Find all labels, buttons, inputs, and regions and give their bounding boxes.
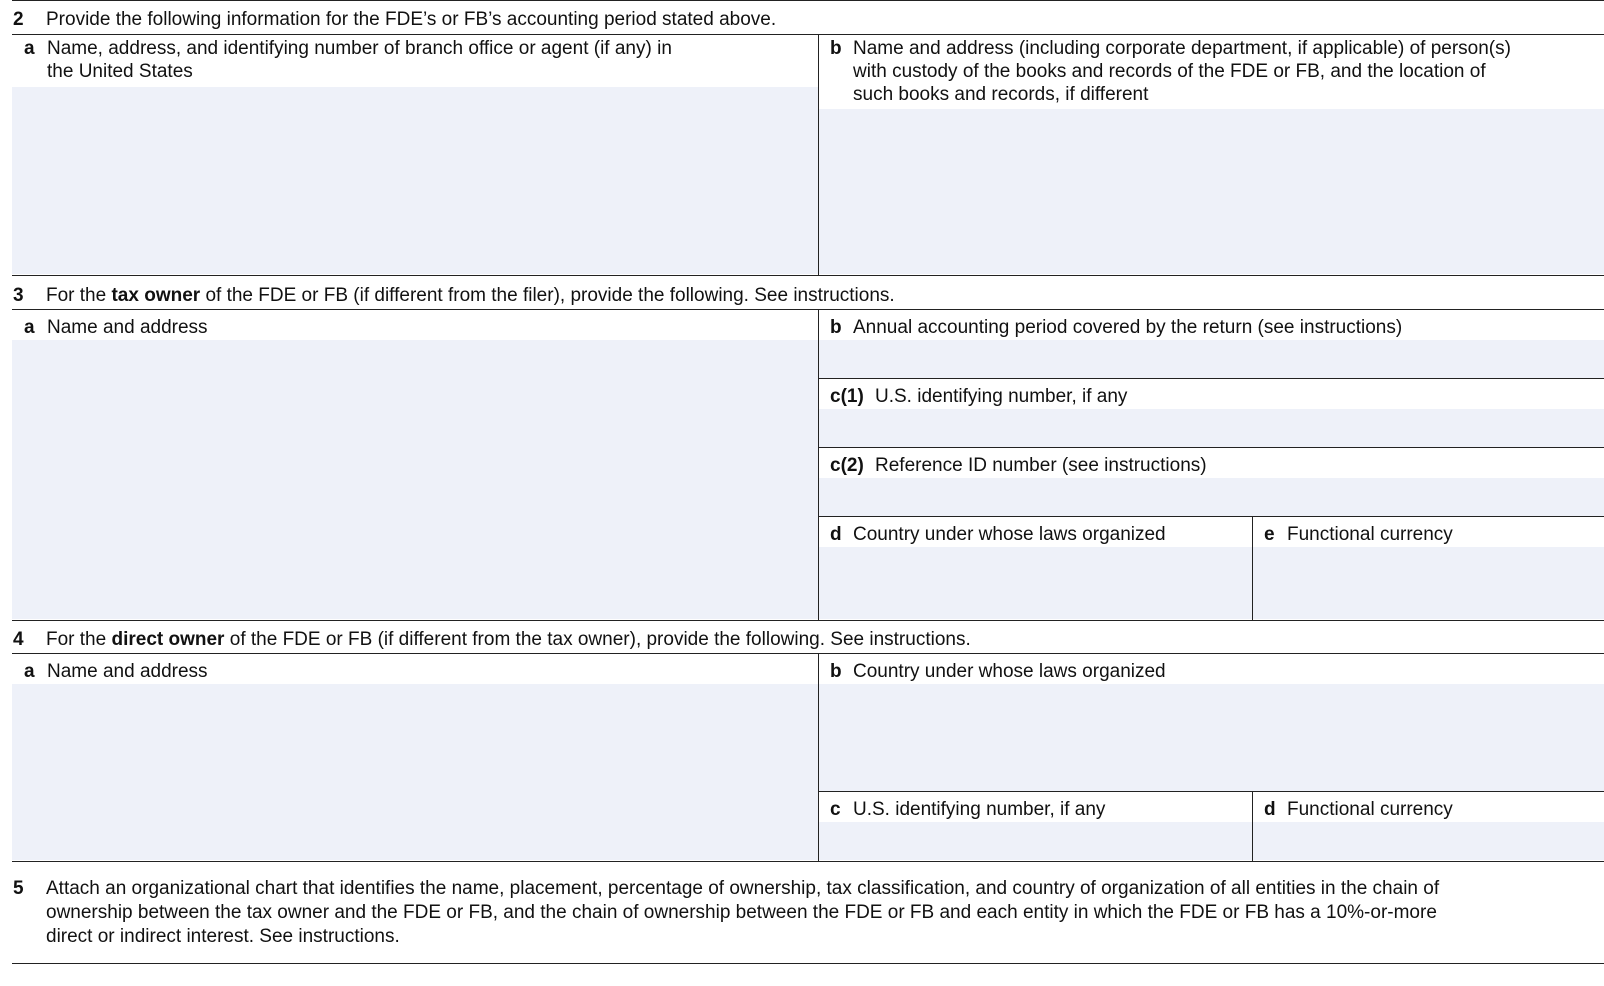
line-3a-input[interactable] [12,340,818,619]
line-4d-input[interactable] [1253,822,1604,860]
line-4a-input[interactable] [12,684,818,860]
line-5-text-1: Attach an organizational chart that identifies the name, placement, percentage of ownership, tax classification, and country of organization of all entities in the chain of [46,878,1440,899]
divider [12,309,1604,310]
line-4a-label [24,660,208,683]
line-2b-text-1: Name and address (including corporate department, if applicable) of person(s) [853,38,1511,59]
line-2b-letter: b [830,38,842,59]
line-3c2-letter: c(2) [830,455,864,476]
line-2b-input[interactable] [819,109,1604,274]
line-3a-text: Name and address [47,317,208,338]
line-3-text-pre: For the [46,285,112,306]
divider [12,653,1604,654]
line-3d-text: Country under whose laws organized [853,524,1166,545]
line-2a-letter: a [24,38,35,59]
line-4d-label [1264,798,1453,821]
line-3b-letter: b [830,317,842,338]
line-2-text: Provide the following information for the FDE’s or FB’s accounting period stated above. [46,9,777,30]
line-2a-text-2: the United States [47,61,193,82]
line-3c1-text: U.S. identifying number, if any [875,386,1128,407]
line-4d-text: Functional currency [1287,799,1453,820]
line-4c-input[interactable] [819,822,1252,860]
line-3e-label [1264,523,1453,546]
line-3b-input[interactable] [819,340,1604,378]
line-3b-text: Annual accounting period covered by the return (see instructions) [853,317,1403,338]
line-5-number: 5 [13,878,24,899]
line-2-header [13,8,776,31]
line-3e-input[interactable] [1253,547,1604,619]
line-2b-text-2: with custody of the books and records of the FDE or FB, and the location of [853,61,1486,82]
line-4-header [13,628,971,651]
line-2b-label [830,37,1511,60]
line-3b-label [830,316,1402,339]
line-4-text-bold: direct owner [111,629,225,650]
divider [818,791,1604,792]
divider [12,861,1604,862]
line-4c-label [830,798,1105,821]
line-5-text-3: direct or indirect interest. See instructions. [46,926,400,947]
divider [12,0,1604,1]
line-4b-input[interactable] [819,684,1604,791]
line-3d-input[interactable] [819,547,1252,619]
line-3c2-input[interactable] [819,478,1604,516]
line-3-text-bold: tax owner [111,285,201,306]
divider [12,620,1604,621]
line-3c1-label [830,385,1127,408]
divider [12,963,1604,964]
line-3c1-letter: c(1) [830,386,864,407]
line-3e-letter: e [1264,524,1275,545]
line-4b-letter: b [830,661,842,682]
line-5-header [13,877,1439,900]
line-3c2-label [830,454,1207,477]
line-3-text-post: of the FDE or FB (if different from the filer), provide the following. See instructions. [200,285,895,306]
line-4b-text: Country under whose laws organized [853,661,1166,682]
line-5-text-2: ownership between the tax owner and the FDE or FB, and the chain of ownership between the FDE or FB and each entity in which the FDE or FB has a 10%-or-more [46,902,1437,923]
divider [12,275,1604,276]
line-4-text-pre: For the [46,629,112,650]
line-3c1-input[interactable] [819,409,1604,447]
line-3a-label [24,316,208,339]
line-4-number: 4 [13,629,24,650]
line-3d-letter: d [830,524,842,545]
line-3-header [13,284,895,307]
line-3d-label [830,523,1166,546]
line-2-number: 2 [13,9,24,30]
line-2a-label [24,37,672,60]
line-4b-label [830,660,1166,683]
line-3e-text: Functional currency [1287,524,1453,545]
line-2b-text-3: such books and records, if different [853,84,1149,105]
line-4d-letter: d [1264,799,1276,820]
divider [12,34,1604,35]
line-4a-text: Name and address [47,661,208,682]
line-3c2-text: Reference ID number (see instructions) [875,455,1207,476]
line-2a-input[interactable] [12,87,818,274]
line-4-text-post: of the FDE or FB (if different from the tax owner), provide the following. See instructions. [224,629,971,650]
divider [818,378,1604,379]
line-4a-letter: a [24,661,35,682]
line-3a-letter: a [24,317,35,338]
line-2a-text-1: Name, address, and identifying number of branch office or agent (if any) in [47,38,672,59]
line-4c-text: U.S. identifying number, if any [853,799,1106,820]
divider [818,447,1604,448]
line-3-number: 3 [13,285,24,306]
line-4c-letter: c [830,799,841,820]
divider [818,516,1604,517]
